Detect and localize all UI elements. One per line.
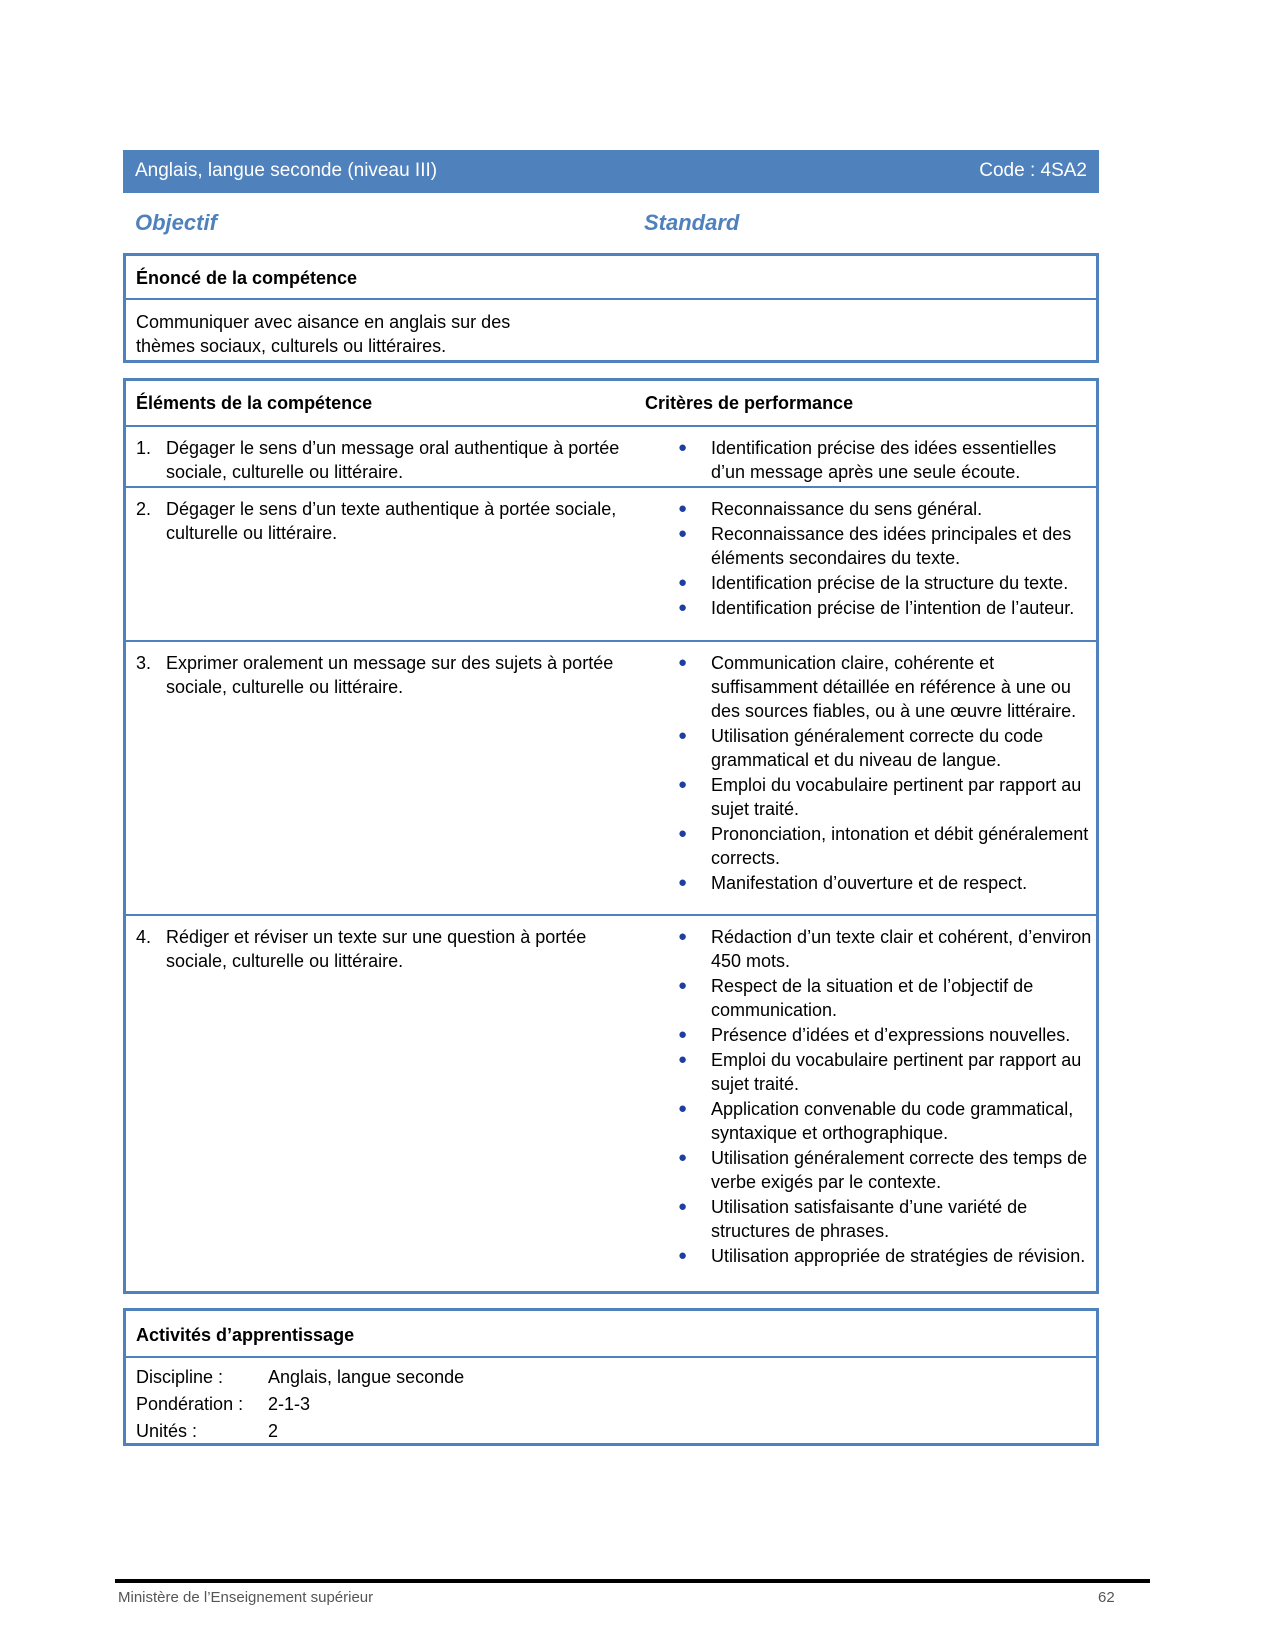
criterion-text: Prononciation, intonation et débit généralement corrects. xyxy=(711,824,1089,868)
competence-element xyxy=(136,925,636,973)
criterion-item xyxy=(674,651,1094,723)
criterion-text: Emploi du vocabulaire pertinent par rapport au sujet traité. xyxy=(711,775,1082,819)
learning-activities-box xyxy=(123,1308,1099,1446)
criterion-item xyxy=(674,1023,1094,1047)
discipline-label: Discipline : xyxy=(136,1367,224,1387)
element-text: Dégager le sens d’un message oral authentique à portée sociale, culturelle ou littéraire. xyxy=(166,438,620,482)
criterion-item xyxy=(674,1097,1094,1145)
bullet-icon: ● xyxy=(678,599,688,616)
row-divider xyxy=(126,914,1096,916)
ponderation-value: 2-1-3 xyxy=(268,1394,311,1414)
element-number: 4. xyxy=(136,927,152,947)
elements-criteria-table xyxy=(123,378,1099,1294)
bullet-icon: ● xyxy=(678,1026,688,1043)
course-code: Code : 4SA2 xyxy=(979,160,1087,181)
element-number: 1. xyxy=(136,438,152,458)
learning-activities-heading: Activités d’apprentissage xyxy=(136,1325,355,1345)
element-number: 2. xyxy=(136,499,152,519)
performance-criteria-list xyxy=(674,651,1094,896)
criterion-item xyxy=(674,522,1094,570)
criterion-item xyxy=(674,925,1094,973)
row-divider xyxy=(126,640,1096,642)
bullet-icon: ● xyxy=(678,1247,688,1264)
bullet-icon: ● xyxy=(678,525,688,542)
criterion-text: Identification précise de la structure du texte. xyxy=(711,573,1069,593)
criterion-text: Emploi du vocabulaire pertinent par rapport au sujet traité. xyxy=(711,1050,1082,1094)
criterion-text: Présence d’idées et d’expressions nouvelles. xyxy=(711,1025,1071,1045)
criterion-text: Application convenable du code grammatical, syntaxique et orthographique. xyxy=(711,1099,1074,1143)
performance-criteria-list xyxy=(674,497,1094,621)
performance-criteria-list xyxy=(674,925,1094,1269)
element-number: 3. xyxy=(136,653,152,673)
row-divider xyxy=(126,486,1096,488)
bullet-icon: ● xyxy=(678,654,688,671)
bullet-icon: ● xyxy=(678,727,688,744)
unites-value: 2 xyxy=(268,1421,279,1441)
element-text: Dégager le sens d’un texte authentique à portée sociale, culturelle ou littéraire. xyxy=(166,499,617,543)
criterion-text: Utilisation généralement correcte du code grammatical et du niveau de langue. xyxy=(711,726,1044,770)
unites-label: Unités : xyxy=(136,1421,198,1441)
competence-statement-box xyxy=(123,253,1099,363)
bullet-icon: ● xyxy=(678,1149,688,1166)
column-header-elements: Éléments de la compétence xyxy=(136,393,373,413)
criterion-text: Reconnaissance des idées principales et des éléments secondaires du texte. xyxy=(711,524,1072,568)
criterion-text: Utilisation généralement correcte des temps de verbe exigés par le contexte. xyxy=(711,1148,1088,1192)
criterion-item xyxy=(674,773,1094,821)
learning-activities-header xyxy=(126,1311,1096,1358)
standard-label: Standard xyxy=(644,210,740,235)
bullet-icon: ● xyxy=(678,825,688,842)
criterion-item xyxy=(674,974,1094,1022)
criterion-text: Manifestation d’ouverture et de respect. xyxy=(711,873,1028,893)
performance-criteria-list xyxy=(674,436,1094,485)
bullet-icon: ● xyxy=(678,1051,688,1068)
page-number: 62 xyxy=(1098,1589,1115,1606)
criterion-text: Reconnaissance du sens général. xyxy=(711,499,983,519)
competence-element xyxy=(136,436,636,484)
bullet-icon: ● xyxy=(678,1198,688,1215)
unites-row xyxy=(136,1421,278,1442)
criterion-item xyxy=(674,871,1094,895)
column-header-criteria: Critères de performance xyxy=(645,393,854,413)
element-text: Rédiger et réviser un texte sur une question à portée sociale, culturelle ou littéraire. xyxy=(166,927,587,971)
competence-statement-heading: Énoncé de la compétence xyxy=(136,268,358,288)
criterion-item xyxy=(674,1195,1094,1243)
discipline-value: Anglais, langue seconde xyxy=(268,1367,465,1387)
criterion-item xyxy=(674,1244,1094,1268)
bullet-icon: ● xyxy=(678,874,688,891)
bullet-icon: ● xyxy=(678,500,688,517)
footer-ministry: Ministère de l’Enseignement supérieur xyxy=(118,1589,374,1606)
criterion-item xyxy=(674,1048,1094,1096)
footer-rule xyxy=(115,1579,1150,1583)
bullet-icon: ● xyxy=(678,574,688,591)
criterion-text: Identification précise de l’intention de l’auteur. xyxy=(711,598,1075,618)
discipline-row xyxy=(136,1367,464,1388)
criterion-item xyxy=(674,497,1094,521)
criterion-item xyxy=(674,724,1094,772)
criterion-text: Communication claire, cohérente et suffisamment détaillée en référence à une ou des sources fiables, ou à une œuvre littéraire. xyxy=(711,653,1077,721)
element-text: Exprimer oralement un message sur des sujets à portée sociale, culturelle ou littéraire. xyxy=(166,653,614,697)
criterion-item xyxy=(674,596,1094,620)
competence-statement-text xyxy=(136,310,510,358)
ponderation-row xyxy=(136,1394,310,1415)
bullet-icon: ● xyxy=(678,928,688,945)
criterion-text: Respect de la situation et de l’objectif de communication. xyxy=(711,976,1034,1020)
criterion-item xyxy=(674,436,1094,484)
course-title: Anglais, langue seconde (niveau III) xyxy=(135,160,438,181)
competence-statement-header xyxy=(126,256,1096,300)
competence-statement-line: Communiquer avec aisance en anglais sur des xyxy=(136,312,511,332)
bullet-icon: ● xyxy=(678,439,688,456)
competence-element xyxy=(136,497,636,545)
ponderation-label: Pondération : xyxy=(136,1394,244,1414)
bullet-icon: ● xyxy=(678,776,688,793)
course-header-bar xyxy=(123,150,1099,193)
bullet-icon: ● xyxy=(678,1100,688,1117)
criterion-item xyxy=(674,822,1094,870)
criterion-text: Utilisation satisfaisante d’une variété de structures de phrases. xyxy=(711,1197,1028,1241)
criterion-text: Identification précise des idées essentielles d’un message après une seule écoute. xyxy=(711,438,1057,482)
competence-statement-line: thèmes sociaux, culturels ou littéraires. xyxy=(136,336,447,356)
row-divider xyxy=(126,425,1096,427)
criterion-item xyxy=(674,571,1094,595)
criterion-text: Rédaction d’un texte clair et cohérent, d’environ 450 mots. xyxy=(711,927,1092,971)
criterion-text: Utilisation appropriée de stratégies de révision. xyxy=(711,1246,1086,1266)
criterion-item xyxy=(674,1146,1094,1194)
competence-element xyxy=(136,651,636,699)
objectif-label: Objectif xyxy=(135,210,217,235)
bullet-icon: ● xyxy=(678,977,688,994)
